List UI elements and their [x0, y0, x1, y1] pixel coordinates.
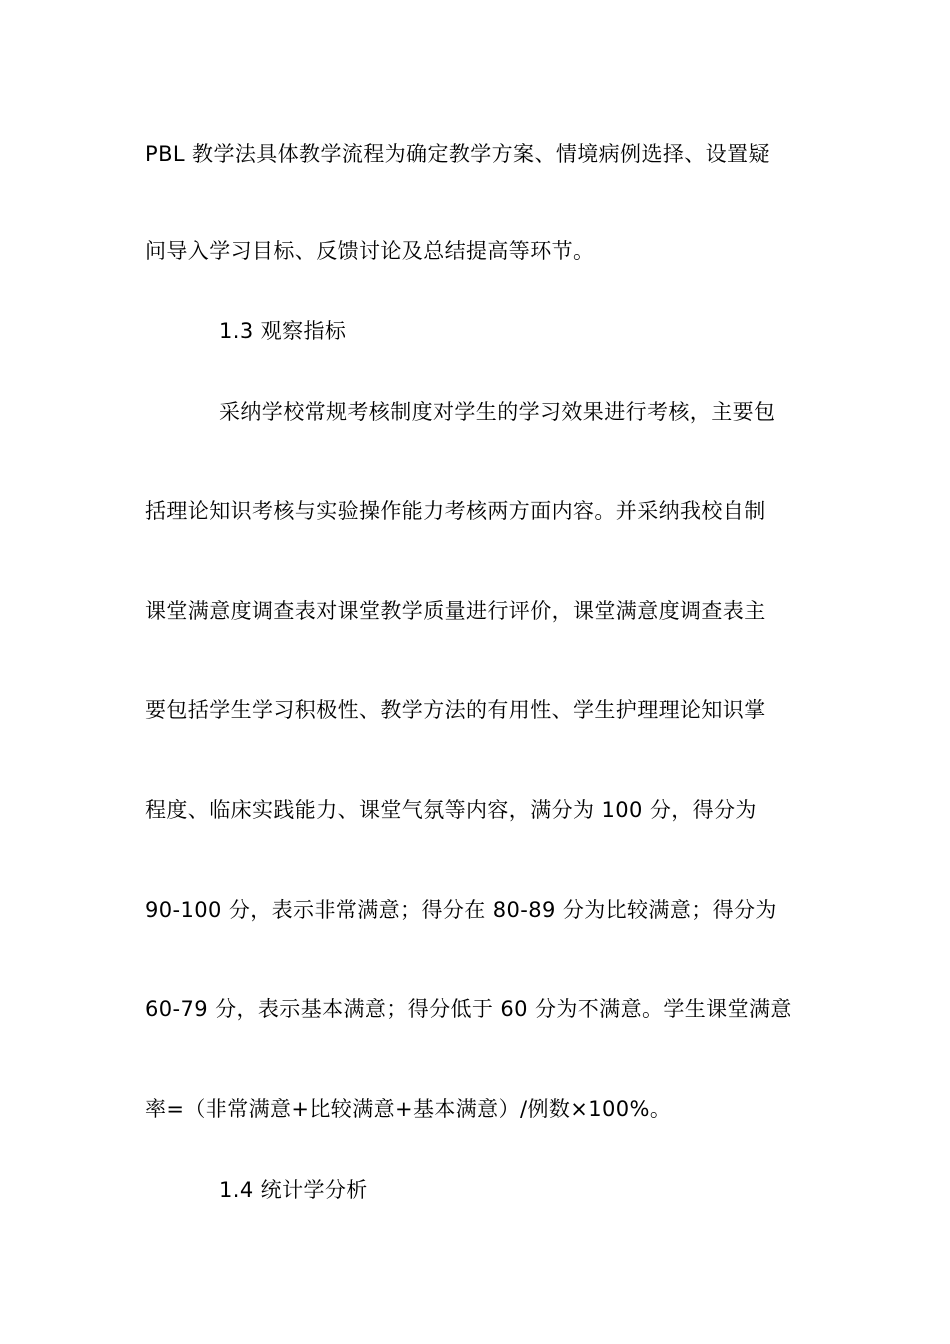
body-text-line: 采纳学校常规考核制度对学生的学习效果进行考核，主要包: [219, 400, 776, 424]
section-heading-1-3: 1.3 观察指标: [219, 319, 347, 343]
formula-line: 率=（非常满意+比较满意+基本满意）/例数×100%。: [145, 1097, 672, 1121]
body-text-line: 程度、临床实践能力、课堂气氛等内容，满分为 100 分，得分为: [145, 798, 757, 822]
body-text-line: 要包括学生学习积极性、教学方法的有用性、学生护理理论知识掌: [145, 698, 766, 722]
body-text-line: 括理论知识考核与实验操作能力考核两方面内容。并采纳我校自制: [145, 499, 766, 523]
body-text-line: PBL 教学法具体教学流程为确定教学方案、情境病例选择、设置疑: [145, 142, 770, 166]
section-heading-1-4: 1.4 统计学分析: [219, 1178, 368, 1202]
body-text-line: 课堂满意度调查表对课堂教学质量进行评价，课堂满意度调查表主: [145, 599, 766, 623]
body-text-line: 60-79 分，表示基本满意；得分低于 60 分为不满意。学生课堂满意: [145, 997, 792, 1021]
body-text-line: 90-100 分，表示非常满意；得分在 80-89 分为比较满意；得分为: [145, 898, 777, 922]
body-text-line: 问导入学习目标、反馈讨论及总结提高等环节。: [145, 239, 595, 263]
